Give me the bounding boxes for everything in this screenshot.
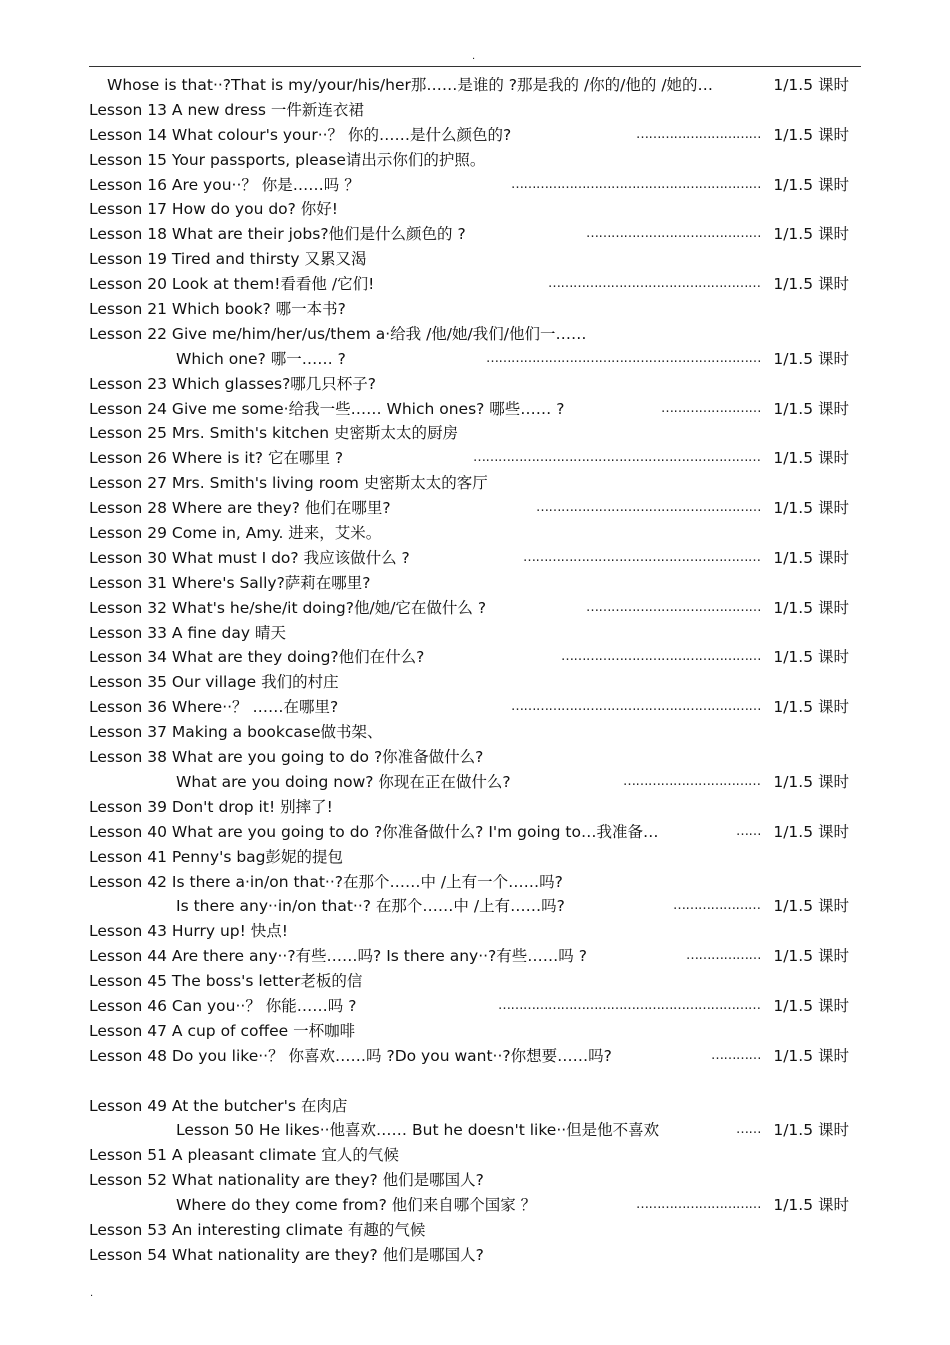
lesson-title: Lesson 45 The boss's letter老板的信	[89, 972, 363, 991]
dot-leader: ……………………	[661, 400, 761, 416]
lesson-title: Lesson 38 What are you going to do ?你准备做什么?	[89, 748, 484, 767]
class-hours: 1/1.5 课时	[773, 1196, 849, 1215]
dot-leader: …………………………	[636, 126, 761, 142]
lesson-title: Lesson 14 What colour's your··？ 你的……是什么颜色的?	[89, 125, 512, 144]
toc-row	[89, 870, 861, 895]
toc-row	[89, 173, 861, 198]
lesson-title: Lesson 17 How do you do? 你好!	[89, 200, 339, 219]
lesson-title: Where do they come from? 他们来自哪个国家 ？	[176, 1196, 537, 1215]
class-hours: 1/1.5 课时	[773, 275, 849, 294]
toc-row	[89, 894, 861, 919]
toc-row	[89, 1019, 861, 1044]
lesson-title: Lesson 49 At the butcher's 在肉店	[89, 1096, 348, 1115]
toc-row	[89, 322, 861, 347]
toc-row	[89, 446, 861, 471]
dot-leader: …………	[711, 1047, 761, 1063]
dot-leader: ………………	[686, 948, 761, 964]
header-mark: .	[472, 51, 476, 62]
toc-row	[89, 247, 861, 272]
class-hours: 1/1.5 课时	[773, 449, 849, 468]
dot-leader: ……………………………………………………………	[473, 450, 761, 466]
toc-row	[89, 1044, 861, 1069]
toc-row	[89, 596, 861, 621]
toc-row	[89, 1168, 861, 1193]
lesson-title: Lesson 16 Are you··？ 你是……吗 ？	[89, 175, 360, 194]
class-hours: 1/1.5 课时	[773, 1046, 849, 1065]
dot-leader: …………………………………………	[561, 649, 761, 665]
lesson-title: Lesson 39 Don't drop it! 别摔了!	[89, 797, 333, 816]
lesson-title: Lesson 31 Where's Sally?萨莉在哪里?	[89, 573, 371, 592]
lesson-title: Lesson 44 Are there any··?有些……吗? Is there any··?有些……吗 ?	[89, 947, 587, 966]
lesson-title: Lesson 52 What nationality are they? 他们是哪国人?	[89, 1171, 484, 1190]
lesson-title: Lesson 48 Do you like··？ 你喜欢……吗 ?Do you want··?你想要……吗?	[89, 1046, 612, 1065]
toc-row	[89, 820, 861, 845]
blank-line	[89, 1069, 861, 1094]
class-hours: 1/1.5 课时	[773, 1121, 849, 1140]
class-hours: 1/1.5 课时	[773, 897, 849, 916]
dot-leader: ……………………………………………………	[511, 176, 761, 192]
lesson-title: Lesson 29 Come in, Amy. 进来，艾米。	[89, 524, 382, 543]
lesson-title: Lesson 15 Your passports, please请出示你们的护照。	[89, 150, 486, 169]
class-hours: 1/1.5 课时	[773, 548, 849, 567]
toc-row	[89, 994, 861, 1019]
dot-leader: ……………………………	[623, 773, 761, 789]
footer-mark: .	[90, 1288, 94, 1299]
toc-row	[89, 546, 861, 571]
dot-leader: ……	[736, 823, 761, 839]
toc-row	[89, 845, 861, 870]
lesson-title: Lesson 41 Penny's bag彭妮的提包	[89, 847, 344, 866]
lesson-title: Lesson 34 What are they doing?他们在什么?	[89, 648, 425, 667]
class-hours: 1/1.5 课时	[773, 648, 849, 667]
header-rule	[89, 66, 861, 67]
lesson-title: Lesson 19 Tired and thirsty 又累又渴	[89, 250, 367, 269]
lesson-title: Lesson 33 A fine day 晴天	[89, 623, 286, 642]
lesson-title: Lesson 36 Where··？ ……在哪里?	[89, 698, 339, 717]
lesson-table-of-contents	[89, 73, 861, 1268]
toc-row	[89, 795, 861, 820]
lesson-title: Whose is that··?That is my/your/his/her那……是谁的 ?那是我的 /你的/他的 /她的…	[107, 76, 714, 94]
lesson-title: Lesson 37 Making a bookcase做书架、	[89, 723, 383, 742]
toc-row	[89, 471, 861, 496]
class-hours: 1/1.5 课时	[773, 499, 849, 518]
class-hours: 1/1.5 课时	[773, 947, 849, 966]
dot-leader: ……………………………………	[586, 226, 761, 242]
class-hours: 1/1.5 课时	[773, 399, 849, 418]
toc-row	[89, 397, 861, 422]
toc-row	[89, 73, 861, 98]
dot-leader: ……………………………………	[586, 599, 761, 615]
lesson-title: Lesson 42 Is there a·in/on that··?在那个……中 /上有一个……吗?	[89, 872, 563, 891]
toc-row	[89, 123, 861, 148]
lesson-title: Lesson 27 Mrs. Smith's living room 史密斯太太的客厅	[89, 474, 488, 493]
toc-row	[89, 720, 861, 745]
class-hours: 1/1.5 课时	[773, 125, 849, 144]
toc-row	[89, 969, 861, 994]
class-hours: 1/1.5 课时	[773, 822, 849, 841]
lesson-title: Lesson 28 Where are they? 他们在哪里?	[89, 499, 391, 518]
toc-row	[89, 1193, 861, 1218]
toc-row	[89, 621, 861, 646]
lesson-title: Lesson 24 Give me some·给我一些…… Which ones? 哪些…… ?	[89, 399, 565, 418]
toc-row	[89, 297, 861, 322]
toc-row	[89, 1118, 861, 1143]
toc-row	[89, 944, 861, 969]
toc-row	[89, 919, 861, 944]
lesson-title: Lesson 22 Give me/him/her/us/them a·给我 /他/她/我们/他们一……	[89, 324, 587, 343]
toc-row	[89, 421, 861, 446]
toc-row	[89, 521, 861, 546]
dot-leader: ……………………………………………………	[511, 699, 761, 715]
lesson-title: Lesson 47 A cup of coffee 一杯咖啡	[89, 1021, 356, 1040]
toc-row	[89, 1218, 861, 1243]
lesson-title: Lesson 23 Which glasses?哪几只杯子?	[89, 374, 377, 393]
toc-row	[89, 222, 861, 247]
lesson-title: Which one? 哪一…… ?	[176, 349, 346, 368]
toc-row	[89, 496, 861, 521]
toc-row	[89, 98, 861, 123]
toc-row	[89, 1094, 861, 1119]
class-hours: 1/1.5 课时	[773, 996, 849, 1015]
class-hours: 1/1.5 课时	[773, 772, 849, 791]
class-hours: 1/1.5 课时	[773, 598, 849, 617]
dot-leader: …………………………………………………	[523, 549, 761, 565]
toc-row	[89, 571, 861, 596]
toc-row	[89, 272, 861, 297]
lesson-title: Lesson 20 Look at them!看看他 /它们!	[89, 275, 375, 294]
toc-row	[89, 770, 861, 795]
dot-leader: ………………………………………………	[536, 500, 761, 516]
toc-row	[89, 1243, 861, 1268]
lesson-title: Lesson 50 He likes··他喜欢…… But he doesn't like··但是他不喜欢	[176, 1121, 660, 1140]
dot-leader: …………………………	[636, 1197, 761, 1213]
lesson-title: What are you doing now? 你现在正在做什么?	[176, 772, 511, 791]
lesson-title: Lesson 25 Mrs. Smith's kitchen 史密斯太太的厨房	[89, 424, 459, 443]
lesson-title: Lesson 43 Hurry up! 快点!	[89, 922, 289, 941]
toc-row	[89, 148, 861, 173]
toc-row	[89, 197, 861, 222]
lesson-title: Lesson 21 Which book? 哪一本书?	[89, 300, 346, 319]
lesson-title: Lesson 54 What nationality are they? 他们是哪国人?	[89, 1245, 484, 1264]
dot-leader: ……………………………………………	[548, 276, 761, 292]
toc-row	[89, 745, 861, 770]
lesson-title: Lesson 53 An interesting climate 有趣的气候	[89, 1220, 426, 1239]
dot-leader: …………………	[673, 898, 761, 914]
lesson-title: Is there any··in/on that··? 在那个……中 /上有……吗?	[176, 897, 565, 916]
class-hours: 1/1.5 课时	[773, 349, 849, 368]
lesson-title: Lesson 40 What are you going to do ?你准备做什么? I'm going to…我准备…	[89, 822, 659, 841]
lesson-title: Lesson 18 What are their jobs?他们是什么颜色的 ?	[89, 225, 466, 244]
lesson-title: Lesson 32 What's he/she/it doing?他/她/它在做什么 ?	[89, 598, 487, 617]
lesson-title: Lesson 13 A new dress 一件新连衣裙	[89, 100, 364, 119]
class-hours: 1/1.5 课时	[773, 225, 849, 244]
lesson-title: Lesson 46 Can you··？ 你能……吗 ?	[89, 996, 357, 1015]
dot-leader: ………………………………………………………	[498, 997, 761, 1013]
lesson-title: Lesson 30 What must I do? 我应该做什么 ?	[89, 548, 410, 567]
toc-row	[89, 670, 861, 695]
toc-row	[89, 372, 861, 397]
lesson-title: Lesson 35 Our village 我们的村庄	[89, 673, 339, 692]
lesson-title: Lesson 51 A pleasant climate 宜人的气候	[89, 1146, 399, 1165]
class-hours: 1/1.5 课时	[773, 698, 849, 717]
lesson-title: Lesson 26 Where is it? 它在哪里 ?	[89, 449, 344, 468]
toc-row	[89, 1143, 861, 1168]
toc-row	[89, 695, 861, 720]
dot-leader: ……	[736, 1122, 761, 1138]
class-hours: 1/1.5 课时	[773, 175, 849, 194]
toc-row	[89, 347, 861, 372]
dot-leader: …………………………………………………………	[486, 350, 761, 366]
class-hours: 1/1.5 课时	[773, 76, 849, 94]
toc-row	[89, 645, 861, 670]
